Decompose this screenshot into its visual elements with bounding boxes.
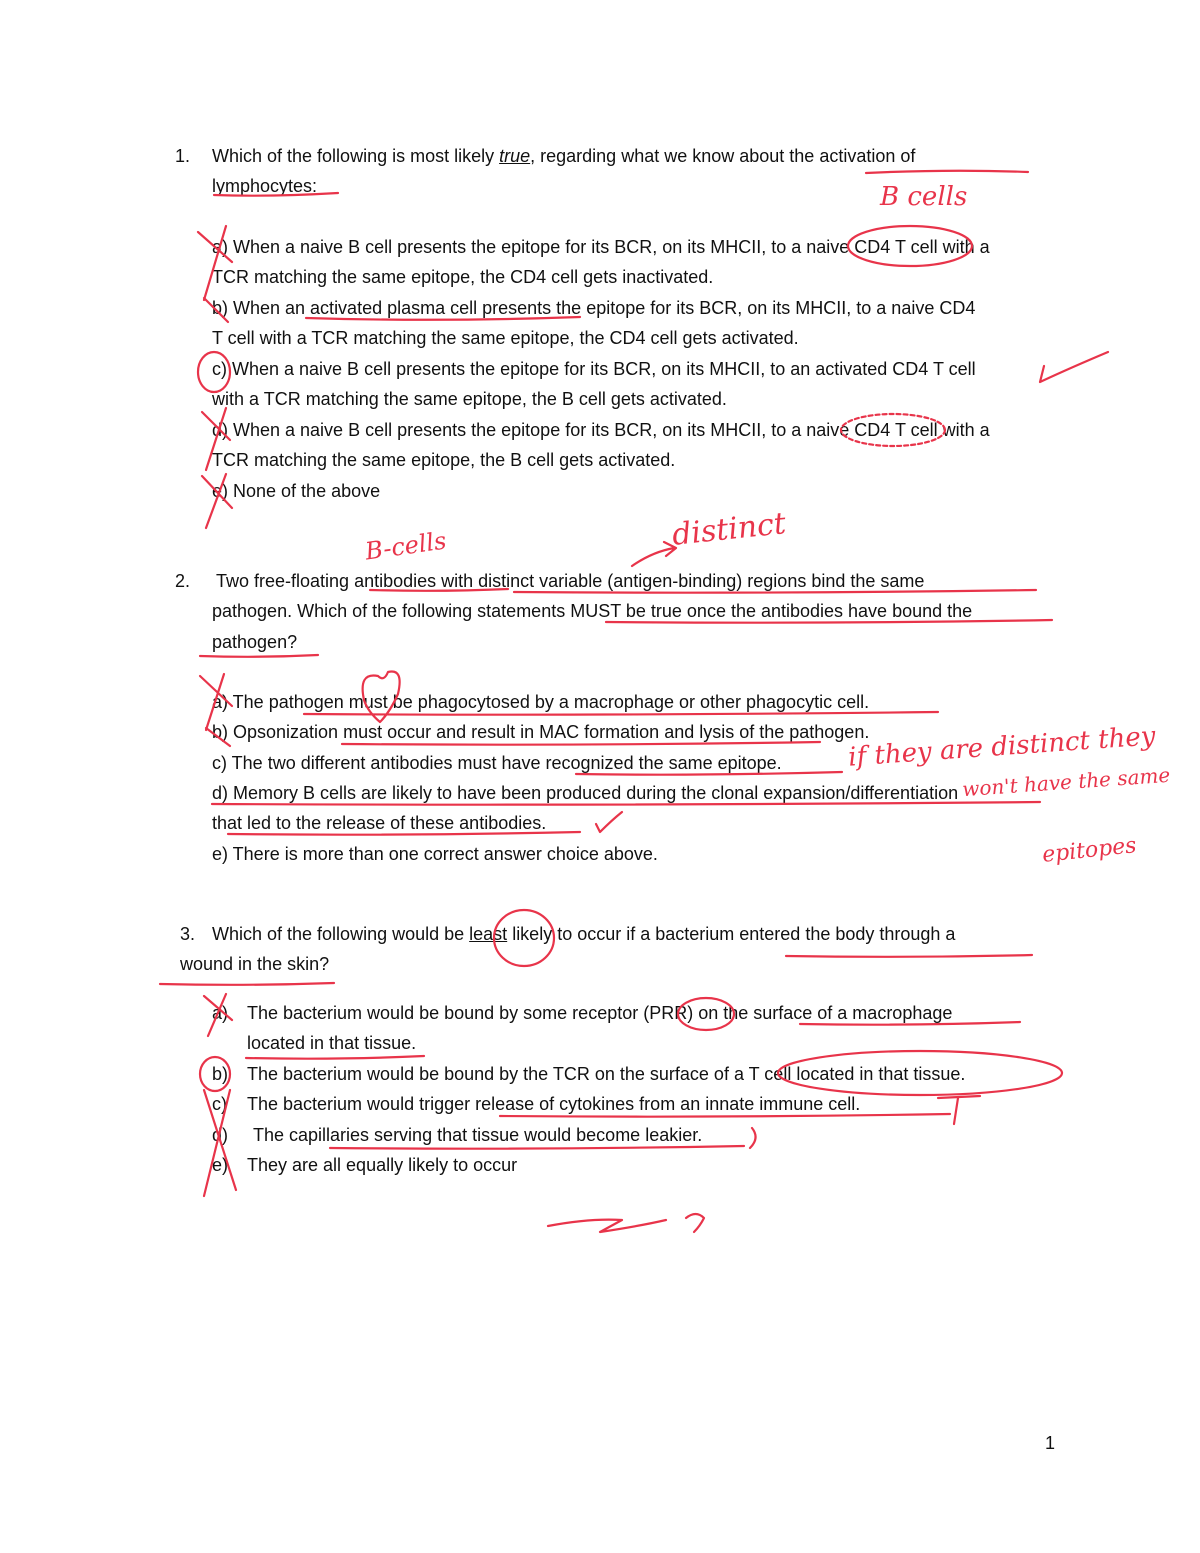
q1-option-e: e) None of the above	[212, 481, 381, 501]
handwritten-note-epitopes: epitopes	[1040, 833, 1138, 868]
q3-option-d: The capillaries serving that tissue would become leakier.	[253, 1125, 703, 1145]
q3-letter-c: c)	[212, 1094, 227, 1114]
q3-option-a-cont: located in that tissue.	[247, 1033, 417, 1053]
handwritten-note-distinct: distinct	[670, 506, 788, 553]
q3-letter-a: a)	[212, 1003, 229, 1023]
mark-t-q3c	[938, 1096, 980, 1124]
q1-option-a: a) When a naive B cell presents the epitope for its BCR, on its MHCII, to a naive CD4 T cell with a	[212, 237, 990, 257]
q2-stem-line1: Two free-floating antibodies with distinct variable (antigen-binding) regions bind the same	[216, 571, 925, 591]
q3-stem-cont: wound in the skin?	[180, 954, 330, 974]
arrow-distinct	[632, 542, 676, 566]
underline-b-cells-note	[866, 171, 1028, 173]
underline-q3d	[330, 1146, 744, 1149]
q2-option-e: e) There is more than one correct answer choice above.	[212, 844, 658, 864]
q1-option-a-cont: TCR matching the same epitope, the CD4 cell gets inactivated.	[212, 267, 714, 287]
q3-letter-e: e)	[212, 1155, 229, 1175]
q1-option-d-cont: TCR matching the same epitope, the B cell gets activated.	[212, 450, 676, 470]
q3-option-e: They are all equally likely to occur	[247, 1155, 518, 1175]
q1-option-c: c) When a naive B cell presents the epitope for its BCR, on its MHCII, to an activated CD4 T cell	[212, 359, 976, 379]
mark-bracket-q3d	[750, 1128, 756, 1148]
q1-stem-cont: lymphocytes:	[212, 176, 318, 196]
q2-option-c: c) The two different antibodies must have recognized the same epitope.	[212, 753, 782, 773]
handwritten-note-if-distinct: if they are distinct they	[847, 721, 1157, 773]
handwritten-note-same: won't have the same	[961, 762, 1171, 802]
checkmark-q2d	[596, 812, 622, 832]
q2-stem-line2: pathogen. Which of the following statements MUST be true once the antibodies have bound the	[212, 601, 973, 621]
underline-q3-stem-2	[160, 983, 334, 985]
q3-letter-b: b)	[212, 1064, 229, 1084]
checkmark-q1c	[1040, 352, 1108, 382]
q3-letter-d: d)	[212, 1125, 229, 1145]
q3-number: 3.	[180, 924, 196, 944]
q1-option-c-cont: with a TCR matching the same epitope, the B cell gets activated.	[212, 389, 727, 409]
handwritten-note-b-cells: B cells	[880, 182, 968, 212]
scribble-bottom	[548, 1220, 666, 1232]
q1-stem: Which of the following is most likely true, regarding what we know about the activation of	[212, 146, 916, 166]
q3-stem: Which of the following would be least likely to occur if a bacterium entered the body through a	[212, 924, 956, 944]
q2-stem-line3: pathogen?	[212, 632, 298, 652]
q2-option-d-cont: that led to the release of these antibodies.	[212, 813, 547, 833]
q3-option-b: The bacterium would be bound by the TCR on the surface of a T cell located in that tissue.	[247, 1064, 966, 1084]
page-number: 1	[1045, 1433, 1056, 1453]
underline-q3a-cont	[246, 1056, 424, 1059]
q3-option-a: The bacterium would be bound by some receptor (PRR) on the surface of a macrophage	[247, 1003, 953, 1023]
underline-q3-stem	[786, 955, 1032, 957]
q2-number: 2.	[175, 571, 191, 591]
q2-option-a: a) The pathogen must be phagocytosed by a macrophage or other phagocytic cell.	[212, 692, 870, 712]
q1-option-b-cont: T cell with a TCR matching the same epitope, the CD4 cell gets activated.	[212, 328, 799, 348]
handwritten-note-b-cells-2: B-cells	[363, 526, 449, 566]
q1-option-d: d) When a naive B cell presents the epitope for its BCR, on its MHCII, to a naive CD4 T cell with a	[212, 420, 990, 440]
q2-option-d: d) Memory B cells are likely to have been produced during the clonal expansion/differentiation	[212, 783, 959, 803]
underline-pathogen	[200, 655, 318, 657]
q3-option-c: The bacterium would trigger release of cytokines from an innate immune cell.	[247, 1094, 861, 1114]
q2-option-b: b) Opsonization must occur and result in MAC formation and lysis of the pathogen.	[212, 722, 870, 742]
q1-number: 1.	[175, 146, 191, 166]
question-mark-bottom	[686, 1214, 704, 1232]
q1-option-b: b) When an activated plasma cell presents the epitope for its BCR, on its MHCII, to a naive CD4	[212, 298, 976, 318]
